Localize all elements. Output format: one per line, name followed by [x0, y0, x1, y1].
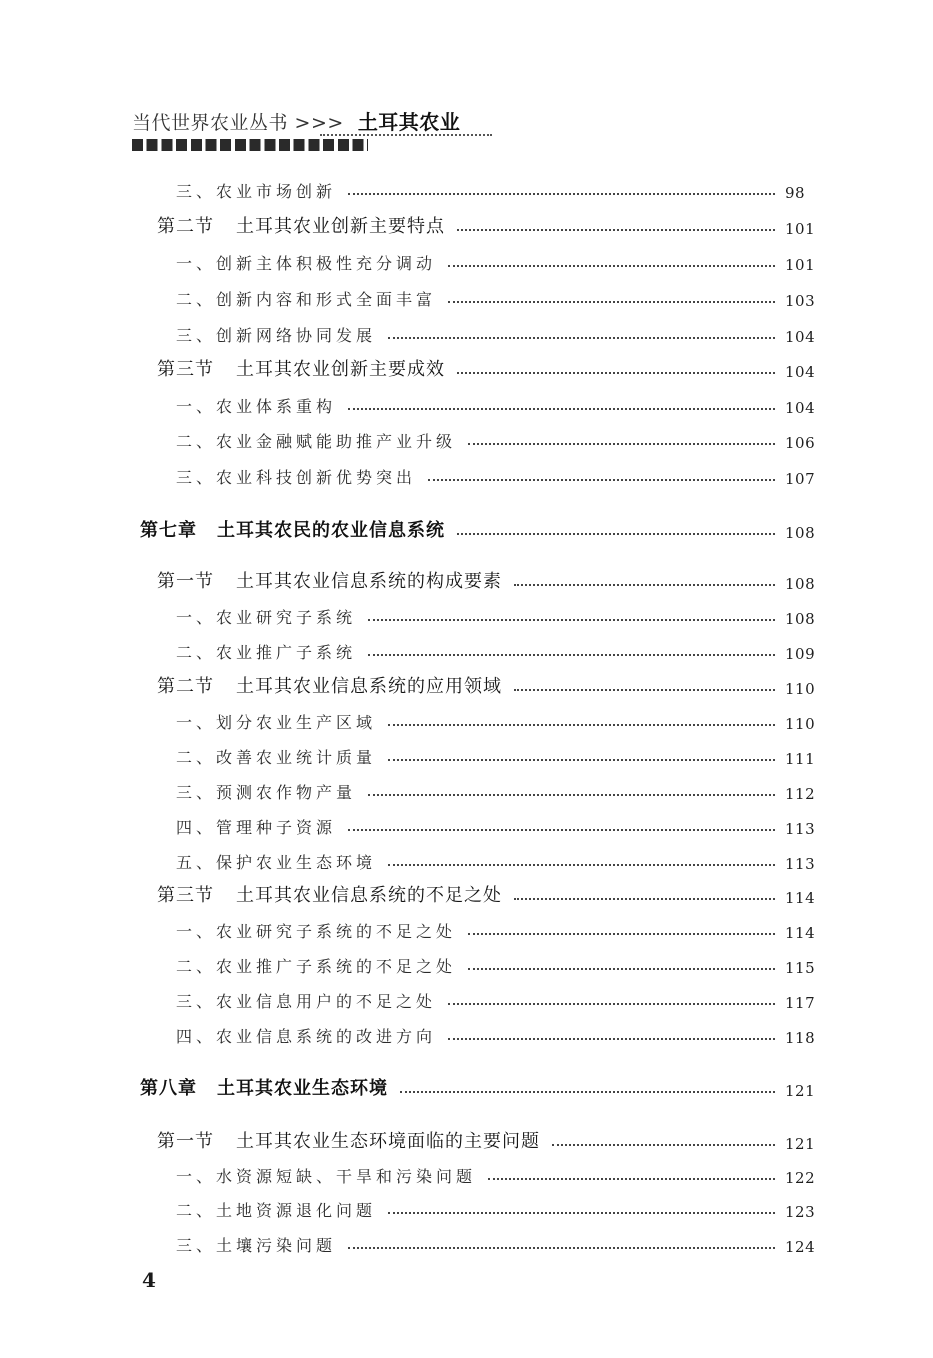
dot-leader: [388, 1212, 775, 1214]
toc-item-title: 三、土壤污染问题: [176, 1236, 337, 1255]
toc-item-title: 一、划分农业生产区域: [176, 713, 377, 732]
toc-section-title: 土耳其农业信息系统的构成要素: [236, 571, 502, 592]
toc-section-row[interactable]: [0, 351, 843, 381]
toc-item-row[interactable]: [0, 703, 843, 733]
toc-item-row[interactable]: [0, 808, 843, 838]
toc-item-row[interactable]: [0, 422, 843, 452]
book-title: 土耳其农业: [357, 110, 461, 134]
page-number: 4: [142, 1268, 156, 1292]
toc-page-number: 103: [785, 292, 816, 310]
toc-item-label: [176, 640, 356, 663]
dot-leader: [348, 408, 775, 410]
series-name: 当代世界农业丛书 >>>: [132, 112, 344, 134]
dot-leader: [348, 829, 775, 831]
dot-leader: [468, 933, 775, 935]
toc-page-number: 113: [785, 855, 816, 873]
toc-item-row[interactable]: [0, 280, 843, 310]
toc-page-number: 110: [785, 680, 816, 698]
toc-section-label: [157, 355, 445, 381]
toc-item-title: 五、保护农业生态环境: [176, 853, 377, 872]
toc-item-row[interactable]: [0, 773, 843, 803]
toc-item-row[interactable]: [0, 387, 843, 417]
toc-section-title: 土耳其农业信息系统的不足之处: [236, 885, 502, 906]
toc-item-title: 二、土地资源退化问题: [176, 1201, 377, 1220]
toc-page-number: 117: [785, 994, 816, 1012]
toc-chapter-label: [140, 516, 445, 542]
dot-leader: [488, 1178, 775, 1180]
toc-item-label: [176, 394, 336, 417]
toc-item-title: 一、水资源短缺、干旱和污染问题: [176, 1167, 477, 1186]
toc-section-row[interactable]: [0, 877, 843, 907]
dot-leader: [388, 337, 775, 339]
toc-page-number: 109: [785, 645, 816, 663]
toc-section-row[interactable]: [0, 668, 843, 698]
toc-section-label: [157, 1127, 540, 1153]
toc-page-number: 104: [785, 363, 816, 381]
toc-page-number: 121: [785, 1135, 816, 1153]
toc-item-title: 二、农业推广子系统的不足之处: [176, 957, 457, 976]
toc-item-title: 一、农业研究子系统的不足之处: [176, 922, 457, 941]
dot-leader: [457, 229, 775, 231]
toc-chapter-title: 土耳其农民的农业信息系统: [217, 520, 445, 541]
toc-item-label: [176, 1164, 476, 1187]
toc-section-title: 土耳其农业创新主要成效: [236, 359, 445, 380]
toc-page-number: 123: [785, 1203, 816, 1221]
toc-item-label: [176, 429, 456, 452]
toc-item-title: 三、农业科技创新优势突出: [176, 468, 417, 487]
toc-section-row[interactable]: [0, 563, 843, 593]
toc-section-title: 土耳其农业创新主要特点: [236, 216, 445, 237]
toc-page-number: 112: [785, 785, 816, 803]
toc-item-row[interactable]: [0, 598, 843, 628]
toc-item-label: [176, 710, 376, 733]
toc-item-title: 一、农业体系重构: [176, 397, 337, 416]
toc-page-number: 104: [785, 399, 816, 417]
toc-section-number: 第一节: [157, 1131, 214, 1152]
toc-item-label: [176, 1233, 336, 1256]
toc-item-row[interactable]: [0, 172, 843, 202]
toc-item-title: 一、创新主体积极性充分调动: [176, 254, 437, 273]
toc-item-row[interactable]: [0, 1191, 843, 1221]
toc-item-title: 三、农业信息用户的不足之处: [176, 992, 437, 1011]
toc-item-row[interactable]: [0, 244, 843, 274]
dot-leader: [448, 1038, 775, 1040]
toc-item-row[interactable]: [0, 1017, 843, 1047]
toc-item-row[interactable]: [0, 843, 843, 873]
toc-chapter-number: 第七章: [140, 520, 197, 541]
dot-leader: [368, 654, 775, 656]
toc-item-label: [176, 919, 456, 942]
toc-section-number: 第二节: [157, 216, 214, 237]
toc-page-number: 107: [785, 470, 816, 488]
toc-item-label: [176, 287, 436, 310]
toc-chapter-number: 第八章: [140, 1078, 197, 1099]
dot-leader: [514, 689, 775, 691]
toc-section-title: 土耳其农业信息系统的应用领域: [236, 676, 502, 697]
toc-page-number: 101: [785, 220, 816, 238]
toc-page-number: 114: [785, 889, 816, 907]
toc-page-number: 106: [785, 434, 816, 452]
toc-chapter-title: 土耳其农业生态环境: [217, 1078, 388, 1099]
toc-item-label: [176, 815, 336, 838]
toc-item-row[interactable]: [0, 1226, 843, 1256]
dot-leader: [388, 864, 775, 866]
toc-section-label: [157, 212, 445, 238]
toc-section-number: 第三节: [157, 885, 214, 906]
toc-item-label: [176, 323, 376, 346]
toc-item-row[interactable]: [0, 458, 843, 488]
toc-item-label: [176, 179, 336, 202]
toc-item-label: [176, 465, 416, 488]
toc-item-title: 四、农业信息系统的改进方向: [176, 1027, 437, 1046]
toc-item-row[interactable]: [0, 1157, 843, 1187]
toc-item-title: 三、预测农作物产量: [176, 783, 357, 802]
toc-chapter-row[interactable]: [0, 512, 843, 542]
toc-chapter-row[interactable]: [0, 1070, 843, 1100]
dot-leader: [368, 619, 775, 621]
toc-item-label: [176, 1024, 436, 1047]
toc-item-row[interactable]: [0, 912, 843, 942]
toc-item-title: 三、创新网络协同发展: [176, 326, 377, 345]
toc-page-number: 108: [785, 575, 816, 593]
dot-leader: [428, 479, 775, 481]
dot-leader: [468, 968, 775, 970]
dot-leader: [448, 265, 775, 267]
toc-page-number: 122: [785, 1169, 816, 1187]
dot-leader: [457, 372, 775, 374]
toc-item-title: 一、农业研究子系统: [176, 608, 357, 627]
toc-chapter-label: [140, 1074, 388, 1100]
dot-leader: [348, 1247, 775, 1249]
toc-item-label: [176, 954, 456, 977]
dot-leader: [457, 533, 775, 535]
toc-section-row[interactable]: [0, 1123, 843, 1153]
toc-item-label: [176, 605, 356, 628]
toc-page-number: 104: [785, 328, 816, 346]
toc-section-row[interactable]: [0, 208, 843, 238]
toc-page-number: 101: [785, 256, 816, 274]
toc-page-number: 108: [785, 524, 816, 542]
toc-section-label: [157, 567, 502, 593]
toc-page-number: 98: [785, 184, 806, 202]
dot-leader: [514, 584, 775, 586]
toc-section-number: 第二节: [157, 676, 214, 697]
toc-item-row[interactable]: [0, 738, 843, 768]
toc-section-label: [157, 672, 502, 698]
toc-item-row[interactable]: [0, 982, 843, 1012]
toc-page-number: 111: [785, 750, 816, 768]
dot-leader: [448, 1003, 775, 1005]
toc-page-number: 118: [785, 1029, 816, 1047]
toc-item-row[interactable]: [0, 316, 843, 346]
dot-leader: [388, 759, 775, 761]
toc-page-number: 108: [785, 610, 816, 628]
toc-item-label: [176, 745, 376, 768]
toc-item-label: [176, 1198, 376, 1221]
toc-item-title: 三、农业市场创新: [176, 182, 337, 201]
toc-item-row[interactable]: [0, 947, 843, 977]
dot-leader: [400, 1091, 775, 1093]
toc-item-title: 二、改善农业统计质量: [176, 748, 377, 767]
toc-item-label: [176, 780, 356, 803]
toc-page-number: 110: [785, 715, 816, 733]
toc-item-label: [176, 251, 436, 274]
dot-leader: [388, 724, 775, 726]
toc-item-title: 四、管理种子资源: [176, 818, 337, 837]
toc-section-title: 土耳其农业生态环境面临的主要问题: [236, 1131, 540, 1152]
toc-page-number: 114: [785, 924, 816, 942]
toc-item-title: 二、农业推广子系统: [176, 643, 357, 662]
dot-leader: [468, 443, 775, 445]
toc-item-row[interactable]: [0, 633, 843, 663]
toc-section-label: [157, 881, 502, 907]
toc-item-label: [176, 989, 436, 1012]
dot-leader: [348, 193, 775, 195]
toc-page-number: 124: [785, 1238, 816, 1256]
toc-page-number: 121: [785, 1082, 816, 1100]
dot-leader: [368, 794, 775, 796]
dot-leader: [514, 898, 775, 900]
toc-page-number: 115: [785, 959, 816, 977]
toc-section-number: 第三节: [157, 359, 214, 380]
toc-page-number: 113: [785, 820, 816, 838]
toc-section-number: 第一节: [157, 571, 214, 592]
toc-item-title: 二、创新内容和形式全面丰富: [176, 290, 437, 309]
toc-item-title: 二、农业金融赋能助推产业升级: [176, 432, 457, 451]
dot-leader: [552, 1144, 775, 1146]
dot-leader: [448, 301, 775, 303]
toc-item-label: [176, 850, 376, 873]
